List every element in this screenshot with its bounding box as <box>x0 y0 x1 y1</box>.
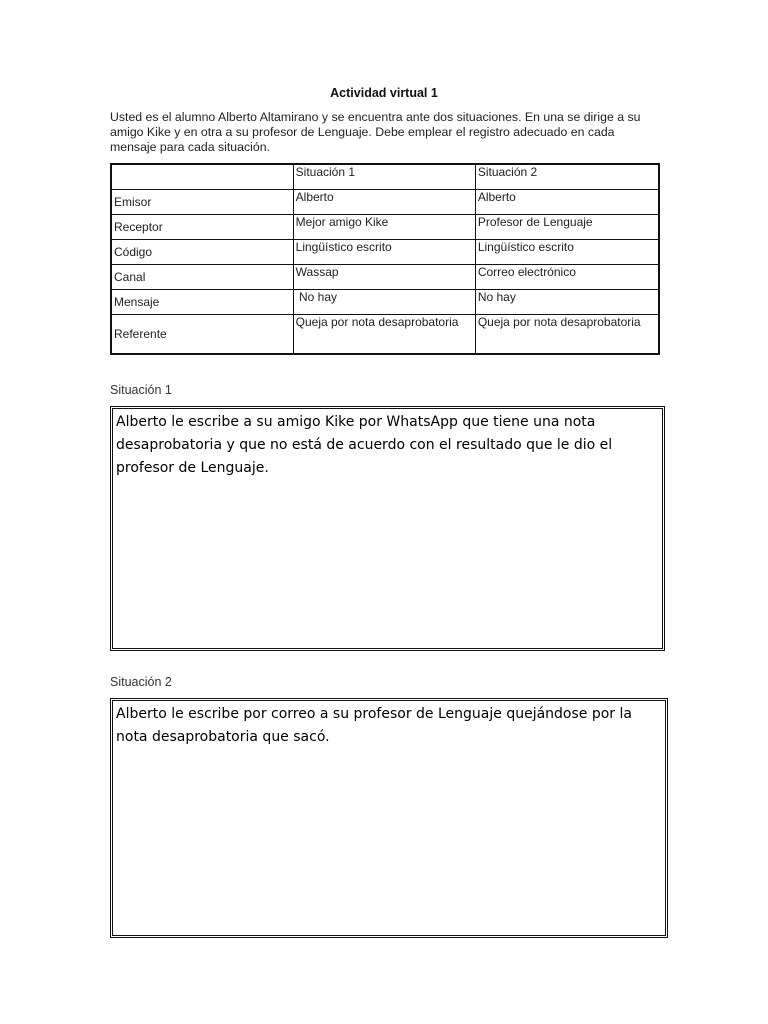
table-cell: Alberto <box>475 190 659 215</box>
table-row-label: Código <box>111 240 293 265</box>
table-cell: Queja por nota desaprobatoria <box>293 315 475 355</box>
table-cell: Alberto <box>293 190 475 215</box>
situacion-2-label: Situación 2 <box>110 675 172 689</box>
table-cell: Lingüístico escrito <box>293 240 475 265</box>
table-cell: Lingüístico escrito <box>475 240 659 265</box>
table-cell: Mejor amigo Kike <box>293 215 475 240</box>
table-header-cell <box>111 164 293 190</box>
document-title: Actividad virtual 1 <box>330 86 438 100</box>
table-cell: Queja por nota desaprobatoria <box>475 315 659 355</box>
situacion-1-answer-box: Alberto le escribe a su amigo Kike por WhatsApp que tiene una nota desaprobatoria y que no está de acuerdo con el resultado que le dio el profesor de Lenguaje. <box>110 406 665 651</box>
table-cell: No hay <box>475 290 659 315</box>
table-cell: Profesor de Lenguaje <box>475 215 659 240</box>
table-row <box>111 190 659 215</box>
table-row-label: Canal <box>111 265 293 290</box>
table-cell: Wassap <box>293 265 475 290</box>
table-row <box>111 315 659 355</box>
situacion-2-answer-box: Alberto le escribe por correo a su profesor de Lenguaje quejándose por la nota desaprobatoria que sacó. <box>110 698 668 938</box>
intro-paragraph: Usted es el alumno Alberto Altamirano y se encuentra ante dos situaciones. En una se dirige a su amigo Kike y en otra a su profesor de Lenguaje. Debe emplear el registro adecuado en cada mensaje para cada situación. <box>110 110 641 154</box>
table-row-label: Referente <box>111 315 293 355</box>
table-header-cell: Situación 1 <box>293 164 475 190</box>
table-row <box>111 290 659 315</box>
table-row <box>111 240 659 265</box>
table-header-row <box>111 164 659 190</box>
table-row-label: Mensaje <box>111 290 293 315</box>
table-cell: Correo electrónico <box>475 265 659 290</box>
table-header-cell: Situación 2 <box>475 164 659 190</box>
table-cell: No hay <box>293 290 475 315</box>
table-row-label: Receptor <box>111 215 293 240</box>
situacion-1-label: Situación 1 <box>110 383 172 397</box>
table-row-label: Emisor <box>111 190 293 215</box>
table-row <box>111 215 659 240</box>
communication-elements-table <box>110 163 660 355</box>
table-row <box>111 265 659 290</box>
